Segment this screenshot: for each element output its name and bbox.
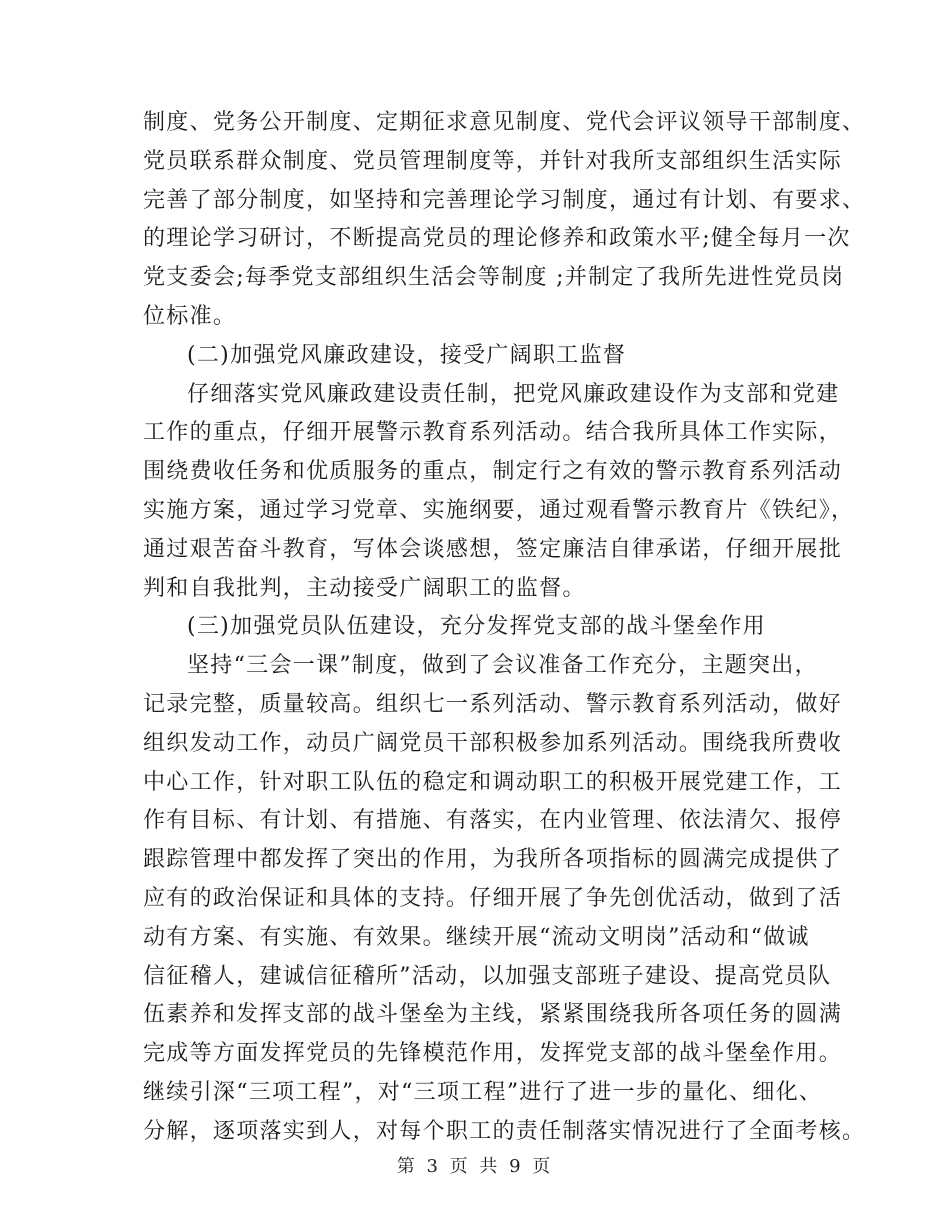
text-line: 记录完整，质量较高。组织七一系列活动、警示教育系列活动，做好 [143,691,843,717]
text-line: 组织发动工作，动员广阔党员干部积极参加系列活动。围绕我所费收 [143,730,843,756]
text-line: 判和自我批判，主动接受广阔职工的监督。 [143,575,586,601]
text-line: 位标准。 [143,303,237,329]
text-line: 围绕费收任务和优质服务的重点，制定行之有效的警示教育系列活动 [143,459,843,485]
text-line: 中心工作，针对职工队伍的稳定和调动职工的积极开展党建工作，工 [143,769,843,795]
text-line: 跟踪管理中都发挥了突出的作用，为我所各项指标的圆满完成提供了 [143,847,843,873]
page-footer: 第 3 页 共 9 页 [396,1156,554,1177]
text-line: 工作的重点，仔细开展警示教育系列活动。结合我所具体工作实际， [143,420,843,446]
text-line: (二)加强党风廉政建设，接受广阔职工监督 [187,342,627,368]
text-line: 分解，逐项落实到人，对每个职工的责任制落实情况进行了全面考核。 [143,1118,866,1144]
text-line: 应有的政治保证和具体的支持。仔细开展了争先创优活动，做到了活 [143,885,843,911]
text-line: (三)加强党员队伍建设，充分发挥党支部的战斗堡垒作用 [187,614,766,640]
text-line: 动有方案、有实施、有效果。继续开展“流动文明岗”活动和“做诚 [143,924,810,950]
text-line: 党员联系群众制度、党员管理制度等，并针对我所支部组织生活实际 [143,148,843,174]
text-line: 通过艰苦奋斗教育，写体会谈感想，签定廉洁自律承诺，仔细开展批 [143,536,843,562]
text-line: 制度、党务公开制度、定期征求意见制度、党代会评议领导干部制度、 [143,110,866,135]
text-line: 的理论学习研讨，不断提高党员的理论修养和政策水平;健全每月一次 [143,226,851,252]
text-line: 伍素养和发挥支部的战斗堡垒为主线，紧紧围绕我所各项任务的圆满 [143,1002,843,1028]
text-line: 继续引深“三项工程”，对“三项工程”进行了进一步的量化、细化、 [143,1079,823,1105]
text-line: 完善了部分制度，如坚持和完善理论学习制度，通过有计划、有要求、 [143,187,866,213]
text-line: 作有目标、有计划、有措施、有落实，在内业管理、依法清欠、报停 [143,808,843,834]
text-line: 信征稽人，建诚信征稽所”活动，以加强支部班子建设、提高党员队 [143,963,832,989]
text-line: 完成等方面发挥党员的先锋模范作用，发挥党支部的战斗堡垒作用。 [143,1041,843,1067]
text-line: 实施方案，通过学习党章、实施纲要，通过观看警示教育片《铁纪》， [143,497,855,523]
text-line: 仔细落实党风廉政建设责任制，把党风廉政建设作为支部和党建 [187,381,840,407]
text-line: 党支委会;每季党支部组织生活会等制度 ;并制定了我所先进性党员岗 [143,265,845,291]
text-line: 坚持“三会一课”制度，做到了会议准备工作充分，主题突出， [187,653,818,679]
document-body [143,104,866,1152]
